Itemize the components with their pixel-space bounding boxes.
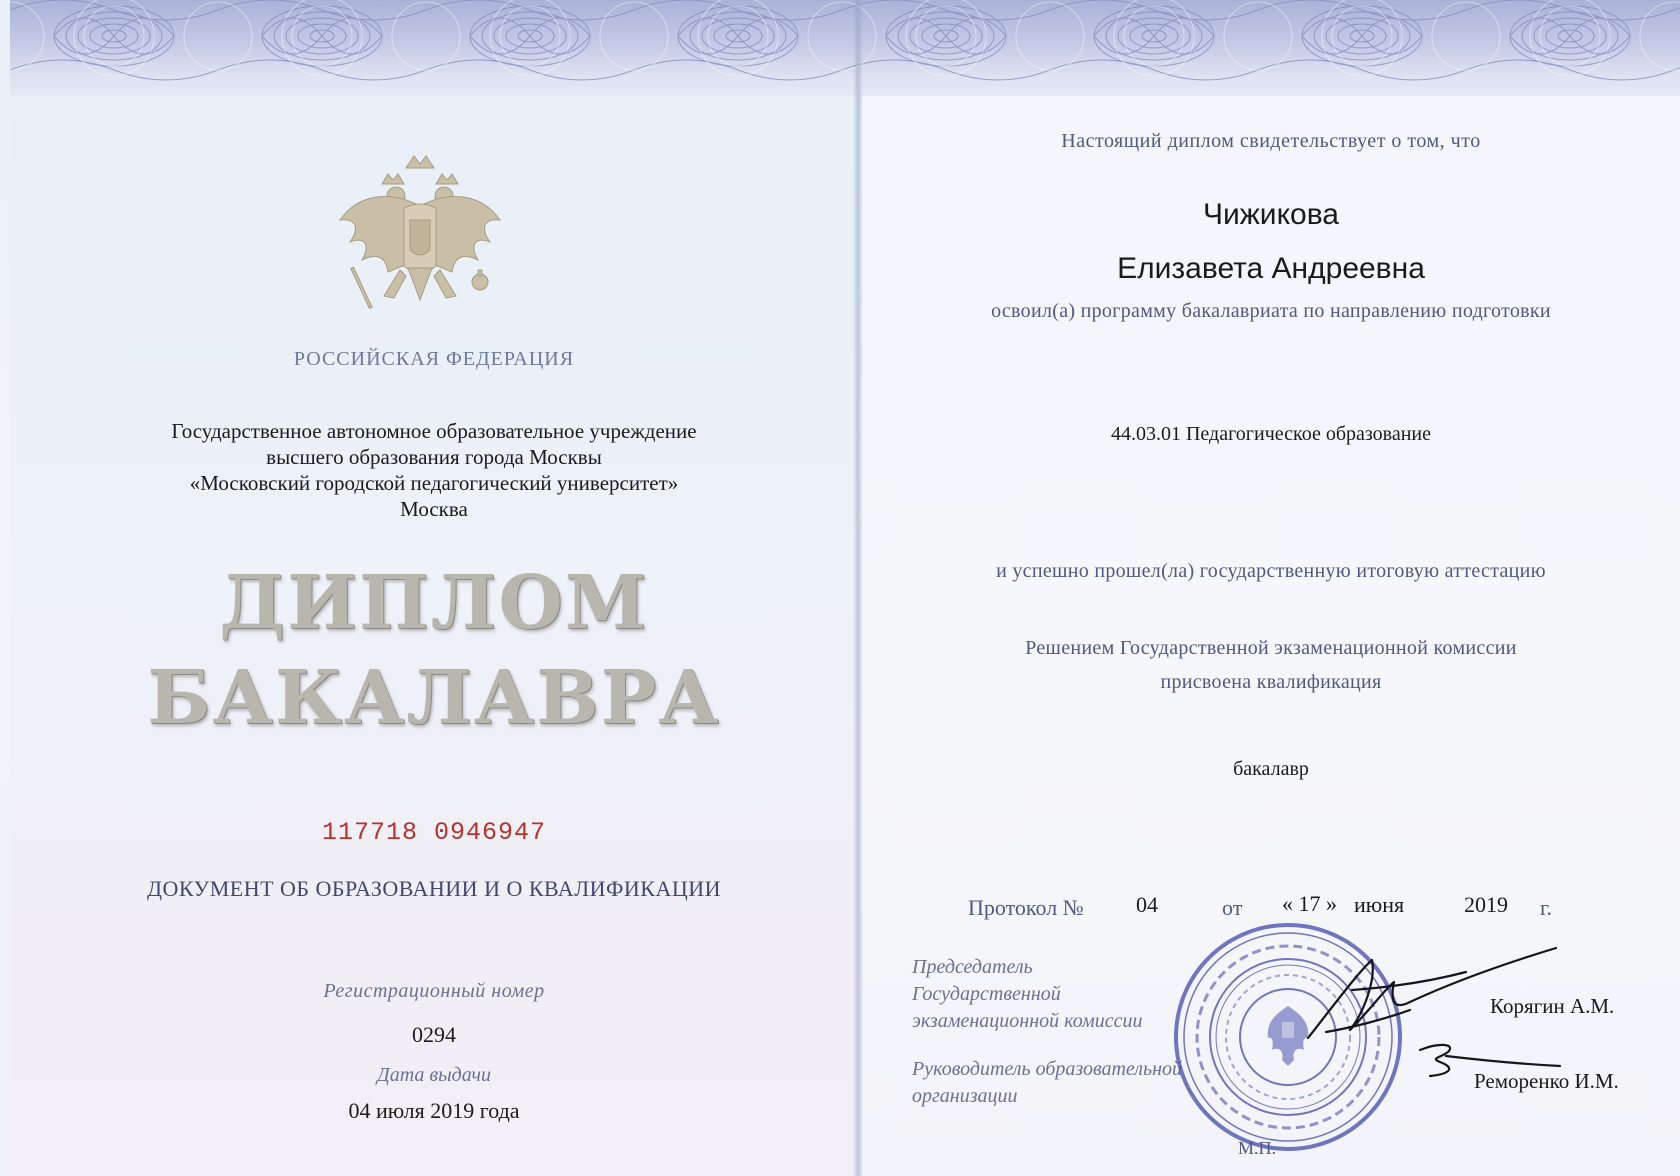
document-type: ДОКУМЕНТ ОБ ОБРАЗОВАНИИ И О КВАЛИФИКАЦИИ <box>146 876 721 901</box>
registration-label: Регистрационный номер <box>323 980 545 1002</box>
institution-line-3: «Московский городской педагогический университет» <box>189 471 679 495</box>
protocol-number: 04 <box>1136 892 1158 917</box>
institution-line-2: высшего образования города Москвы <box>266 445 602 469</box>
registration-number: 0294 <box>412 1022 456 1047</box>
certifies-text: Настоящий диплом свидетельствует о том, что <box>1061 130 1481 152</box>
diploma-title-line-1: ДИПЛОМ <box>219 560 649 646</box>
coat-of-arms-emblem <box>330 150 510 330</box>
head-label-line-1: Руководитель образовательной <box>912 1058 1183 1080</box>
chairman-label-line-2: Государственной <box>912 983 1061 1005</box>
issue-date-label: Дата выдачи <box>376 1064 492 1086</box>
qualification: бакалавр <box>1233 758 1309 780</box>
protocol-from-label: от <box>1222 895 1243 920</box>
issue-date: 04 июля 2019 года <box>348 1098 520 1123</box>
commission-decision-line-1: Решением Государственной экзаменационной комиссии <box>1025 637 1517 659</box>
head-name: Реморенко И.М. <box>1474 1069 1619 1093</box>
guilloche-border <box>10 0 1680 82</box>
diploma-title-line-2: БАКАЛАВРА <box>147 655 721 741</box>
chairman-label-line-1: Председатель <box>912 956 1033 978</box>
protocol-year: 2019 <box>1464 892 1508 917</box>
mastered-program-text: освоил(а) программу бакалавриата по направлению подготовки <box>991 300 1551 322</box>
protocol-label: Протокол № <box>968 895 1084 920</box>
graduate-given-names: Елизавета Андреевна <box>1117 252 1425 285</box>
chairman-label <box>912 954 1142 1035</box>
institution-city: Москва <box>400 497 468 521</box>
graduate-surname: Чижикова <box>1202 198 1339 231</box>
protocol-day: « 17 » <box>1282 891 1337 916</box>
head-label-line-2: организации <box>912 1085 1018 1107</box>
commission-decision-line-2: присвоена квалификация <box>1160 671 1382 693</box>
attestation-text: и успешно прошел(ла) государственную итоговую аттестацию <box>996 560 1546 582</box>
seal-place-mark: М.П. <box>1238 1138 1277 1158</box>
country-name: РОССИЙСКАЯ ФЕДЕРАЦИЯ <box>293 348 575 370</box>
protocol-month: июня <box>1354 892 1405 917</box>
study-program: 44.03.01 Педагогическое образование <box>1110 423 1432 445</box>
institution-name <box>10 418 858 522</box>
chairman-name: Корягин А.М. <box>1490 994 1615 1018</box>
serial-number: 117718 0946947 <box>321 818 547 847</box>
chairman-label-line-3: экзаменационной комиссии <box>912 1010 1143 1032</box>
handwritten-signature <box>1290 940 1580 1080</box>
protocol-year-suffix: г. <box>1540 895 1553 920</box>
head-label <box>912 1056 1182 1110</box>
institution-line-1: Государственное автономное образовательное учреждение <box>171 419 697 443</box>
